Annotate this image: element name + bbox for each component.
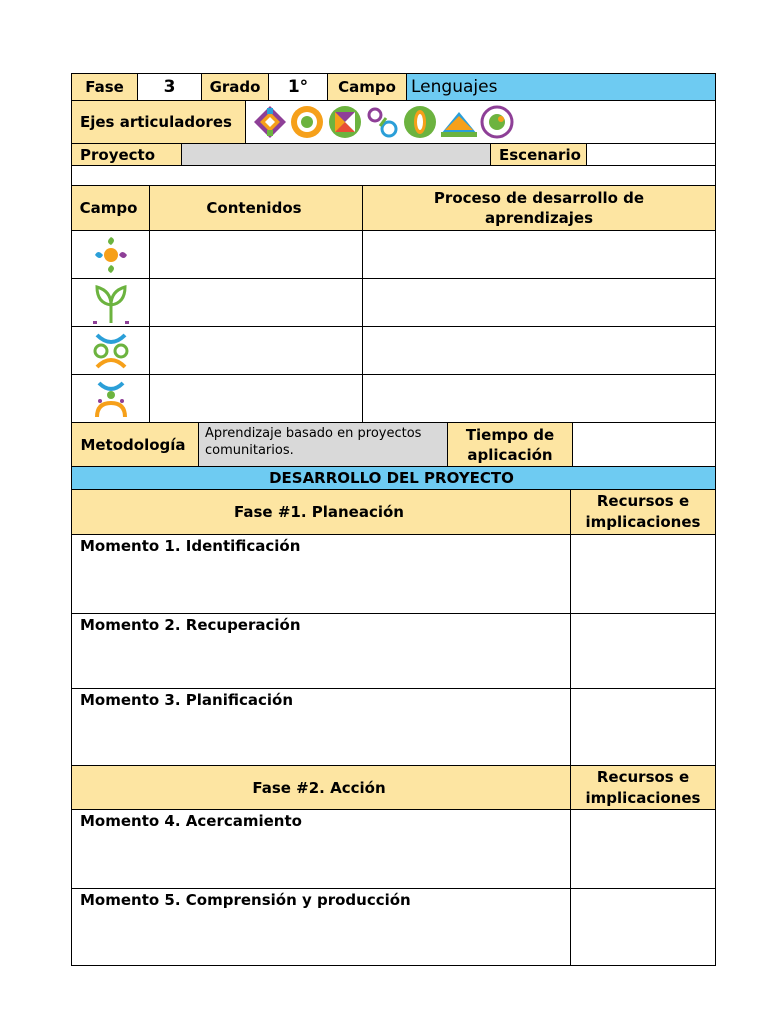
desarrollo-row — [71, 466, 716, 490]
momento-1[interactable]: Momento 1. Identificación — [71, 534, 571, 614]
contenidos-cell[interactable] — [149, 278, 363, 327]
campo-icon-cell — [71, 374, 150, 423]
metodologia-label: Metodología — [71, 422, 199, 467]
artes-icon — [482, 107, 512, 137]
campo-label: Campo — [327, 73, 407, 101]
metodologia-row — [71, 422, 716, 467]
humano-field-icon — [91, 377, 131, 421]
tiempo-label: Tiempo de aplicación — [447, 422, 573, 467]
metodologia-value[interactable]: Aprendizaje basado en proyectos comunitarios. — [198, 422, 448, 467]
col-campo-header: Campo — [71, 185, 150, 231]
campo-icon-cell — [71, 230, 150, 279]
header-row — [71, 73, 716, 101]
saberes-field-icon — [91, 281, 131, 325]
tiempo-value[interactable] — [572, 422, 716, 467]
blank-cell — [71, 165, 716, 186]
fase1-title: Fase #1. Planeación — [71, 489, 571, 535]
momento-row — [71, 809, 716, 889]
campo-value[interactable]: Lenguajes — [406, 73, 716, 101]
table-header — [71, 185, 716, 231]
fase-label: Fase — [71, 73, 138, 101]
proyecto-row — [71, 143, 716, 166]
fase-value[interactable]: 3 — [137, 73, 202, 101]
contenidos-cell[interactable] — [149, 326, 363, 375]
table-row — [71, 278, 716, 327]
proyecto-value[interactable] — [181, 143, 491, 166]
proceso-cell[interactable] — [362, 326, 716, 375]
escenario-label: Escenario — [490, 143, 587, 166]
desarrollo-title: DESARROLLO DEL PROYECTO — [71, 466, 716, 490]
ejes-icons — [252, 102, 542, 142]
proyecto-label: Proyecto — [71, 143, 182, 166]
pensamiento-critico-icon — [291, 106, 323, 138]
momento-3[interactable]: Momento 3. Planificación — [71, 688, 571, 766]
col-proceso-header: Proceso de desarrollo de aprendizajes — [362, 185, 716, 231]
proceso-cell[interactable] — [362, 278, 716, 327]
campo-icon-cell — [71, 326, 150, 375]
recursos-cell[interactable] — [570, 688, 716, 766]
fase2-recursos-header: Recursos e implicaciones — [570, 765, 716, 810]
vida-saludable-icon — [404, 106, 436, 138]
col-contenidos-header: Contenidos — [149, 185, 363, 231]
grado-label: Grado — [201, 73, 269, 101]
momento-2[interactable]: Momento 2. Recuperación — [71, 613, 571, 689]
contenidos-cell[interactable] — [149, 374, 363, 423]
recursos-cell[interactable] — [570, 613, 716, 689]
fase2-header — [71, 765, 716, 810]
table-row — [71, 230, 716, 279]
proceso-cell[interactable] — [362, 230, 716, 279]
recursos-cell[interactable] — [570, 534, 716, 614]
momento-5[interactable]: Momento 5. Comprensión y producción — [71, 888, 571, 966]
grado-value[interactable]: 1° — [268, 73, 328, 101]
table-row — [71, 374, 716, 423]
fase1-header — [71, 489, 716, 535]
table-row — [71, 326, 716, 375]
fase2-title: Fase #2. Acción — [71, 765, 571, 810]
ejes-icons-cell — [245, 100, 716, 144]
spacer-row — [71, 165, 716, 186]
fase1-recursos-header: Recursos e implicaciones — [570, 489, 716, 535]
momento-row — [71, 534, 716, 614]
campo-icon-cell — [71, 278, 150, 327]
proceso-cell[interactable] — [362, 374, 716, 423]
etica-field-icon — [91, 329, 131, 373]
igualdad-genero-icon — [369, 109, 396, 136]
momento-row — [71, 688, 716, 766]
contenidos-cell[interactable] — [149, 230, 363, 279]
interculturalidad-icon — [329, 106, 361, 138]
ejes-label: Ejes articuladores — [71, 100, 246, 144]
escenario-value[interactable] — [586, 143, 716, 166]
ejes-row — [71, 100, 716, 144]
momento-4[interactable]: Momento 4. Acercamiento — [71, 809, 571, 889]
momento-row — [71, 888, 716, 966]
inclusion-icon — [254, 106, 286, 138]
lenguajes-field-icon — [91, 233, 131, 277]
momento-row — [71, 613, 716, 689]
recursos-cell[interactable] — [570, 888, 716, 966]
recursos-cell[interactable] — [570, 809, 716, 889]
lectura-escritura-icon — [441, 112, 477, 137]
